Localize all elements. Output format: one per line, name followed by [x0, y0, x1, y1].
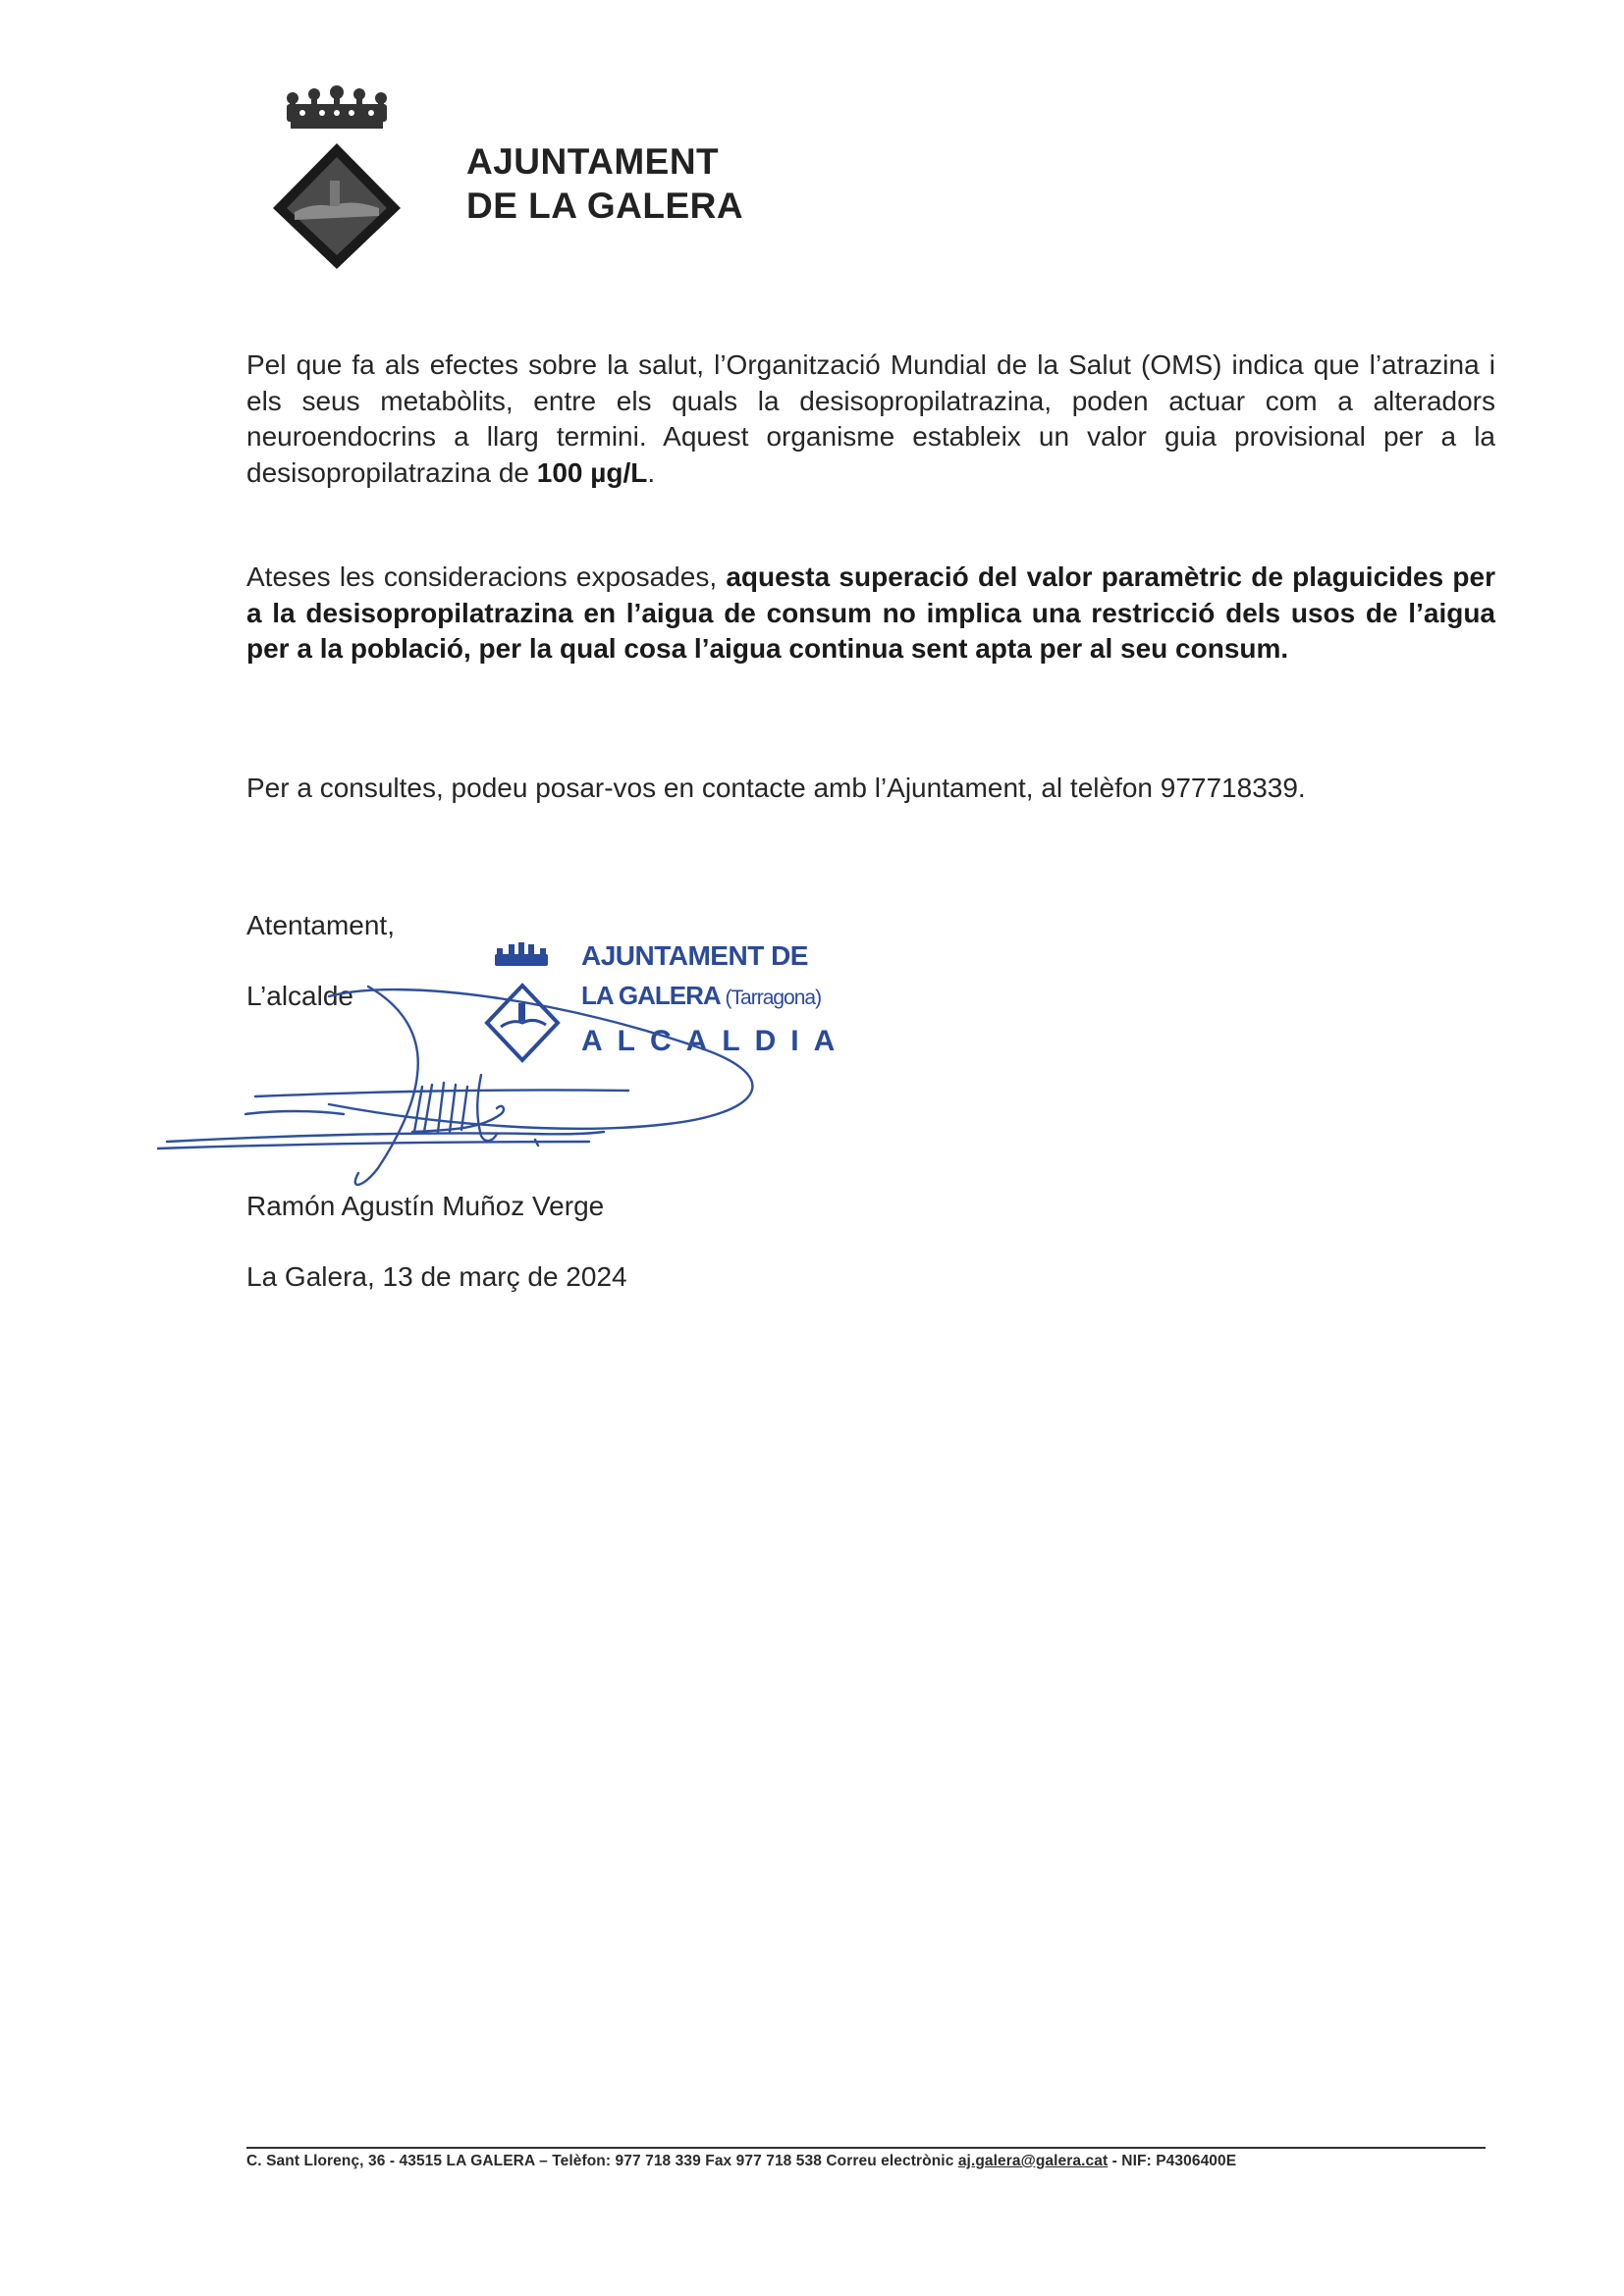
footer-nif: - NIF: P4306400E — [1108, 2153, 1237, 2169]
signer-name: Ramón Agustín Muñoz Verge — [246, 1191, 605, 1221]
footer-contact-info — [246, 2153, 1236, 2170]
handwritten-signature — [157, 967, 785, 1198]
organization-name-line1: AJUNTAMENT — [466, 141, 720, 182]
salutation: Atentament, — [246, 910, 395, 940]
stamp-line-3: ALCALDIA — [581, 1025, 850, 1057]
contact-paragraph: Per a consultes, podeu posar-vos en contacte amb l’Ajuntament, al telèfon 977718339. — [246, 773, 1306, 803]
conclusion-statement: aquesta superació del valor paramètric de plaguicides per a la desisopropilatrazina en l’aigua de consum no implica una restricció dels usos de l’aigua per a la població, per la qual cosa l’aigua continua sent apta per al seu consum. — [246, 561, 1496, 664]
paragraph-end: . — [647, 456, 656, 488]
guide-value: 100 µg/L — [536, 456, 648, 488]
signer-role: L’alcalde — [246, 981, 353, 1011]
letter-date: La Galera, 13 de març de 2024 — [246, 1261, 627, 1292]
organization-name-line2: DE LA GALERA — [466, 186, 744, 226]
stamp-line-1: AJUNTAMENT DE — [581, 940, 808, 971]
health-effects-text: Pel que fa als efectes sobre la salut, l’Organització Mundial de la Salut (OMS) indica que l’atrazina i els seus metabòlits, entre els quals la desisopropilatrazina, poden actuar com a alteradors neuroendocrins a llarg termini. Aquest organisme estableix un valor guia provisional per a la desisopropilatrazina de — [246, 349, 1495, 488]
conclusion-paragraph — [246, 560, 1495, 667]
footer-email-link[interactable]: aj.galera@galera.cat — [957, 2153, 1109, 2169]
footer-divider — [246, 2147, 1486, 2149]
municipal-crest-logo — [273, 82, 401, 269]
conclusion-intro: Ateses les consideracions exposades, — [246, 561, 727, 592]
stamp-province: (Tarragona) — [720, 987, 822, 1009]
footer-address: C. Sant Llorenç, 36 - 43515 LA GALERA – Telèfon: 977 718 339 Fax 977 718 538 Correu electrònic — [246, 2153, 958, 2169]
health-effects-paragraph — [246, 347, 1495, 491]
stamp-town: LA GALERA — [581, 981, 721, 1010]
organization-name — [466, 139, 743, 228]
